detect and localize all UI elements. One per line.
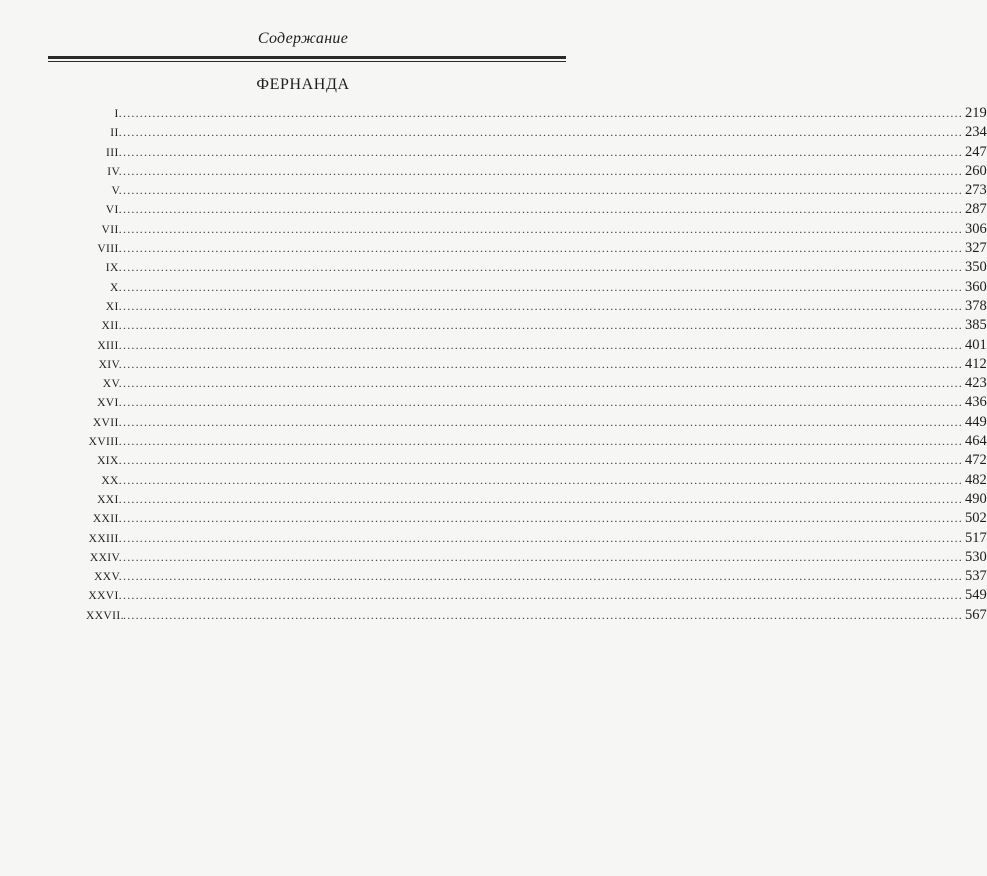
page-number: 412 — [965, 355, 987, 372]
chapter-numeral: XXIV. — [89, 551, 122, 564]
page-number: 517 — [965, 529, 987, 546]
toc-entry[interactable] — [86, 162, 987, 181]
page-number: 482 — [965, 471, 987, 488]
toc-entry[interactable] — [86, 451, 987, 470]
dot-leader: ........................................................................................................................................................................................................ — [123, 453, 963, 468]
chapter-numeral: XIV. — [98, 358, 122, 371]
dot-leader: ........................................................................................................................................................................................................ — [123, 376, 963, 391]
dot-leader: ........................................................................................................................................................................................................ — [123, 221, 963, 236]
toc-entry[interactable] — [86, 606, 987, 625]
toc-entry[interactable] — [86, 529, 987, 548]
section-title: ФЕРНАНДА — [256, 76, 350, 93]
dot-leader: ........................................................................................................................................................................................................ — [123, 569, 963, 584]
chapter-numeral: XVII. — [92, 416, 122, 429]
table-of-contents — [86, 104, 987, 625]
chapter-numeral: XXIII. — [88, 532, 122, 545]
chapter-numeral: XXVII. — [86, 609, 124, 622]
dot-leader: ........................................................................................................................................................................................................ — [123, 279, 963, 294]
running-header: Содержание — [257, 30, 349, 47]
page-number: 464 — [965, 433, 987, 450]
header-rule-thick — [48, 56, 566, 59]
chapter-numeral: XVIII. — [88, 436, 122, 449]
toc-entry[interactable] — [86, 471, 987, 490]
toc-entry[interactable] — [86, 181, 987, 200]
page-number: 260 — [965, 162, 987, 179]
dot-leader: ........................................................................................................................................................................................................ — [123, 472, 963, 487]
toc-entry[interactable] — [86, 393, 987, 412]
dot-leader: ........................................................................................................................................................................................................ — [123, 298, 963, 313]
page-number: 472 — [965, 452, 987, 469]
page-number: 287 — [965, 201, 987, 218]
toc-entry[interactable] — [86, 278, 987, 297]
dot-leader: ........................................................................................................................................................................................................ — [123, 125, 963, 140]
toc-entry[interactable] — [86, 374, 987, 393]
dot-leader: ........................................................................................................................................................................................................ — [123, 202, 963, 217]
dot-leader: ........................................................................................................................................................................................................ — [123, 530, 963, 545]
toc-entry[interactable] — [86, 355, 987, 374]
chapter-numeral: V. — [111, 185, 122, 198]
chapter-numeral: I. — [114, 108, 122, 120]
chapter-numeral: XX. — [101, 474, 122, 487]
dot-leader: ........................................................................................................................................................................................................ — [123, 241, 963, 256]
page-number: 423 — [965, 375, 987, 392]
chapter-numeral: XIX. — [97, 455, 122, 468]
toc-entry[interactable] — [86, 316, 987, 335]
page-number: 234 — [965, 124, 987, 141]
chapter-numeral: VI. — [105, 204, 122, 217]
toc-entry[interactable] — [86, 413, 987, 432]
toc-entry[interactable] — [86, 490, 987, 509]
chapter-numeral: XXV. — [94, 571, 122, 584]
page-number: 549 — [965, 587, 987, 604]
chapter-numeral: XI. — [105, 300, 122, 313]
toc-entry[interactable] — [86, 586, 987, 605]
page-number: 537 — [965, 568, 987, 585]
chapter-numeral: II. — [110, 127, 122, 140]
chapter-numeral: IV. — [107, 165, 122, 178]
page-number: 490 — [965, 490, 987, 507]
dot-leader: ........................................................................................................................................................................................................ — [123, 183, 963, 198]
chapter-numeral: VIII. — [97, 243, 122, 256]
dot-leader: ........................................................................................................................................................................................................ — [123, 395, 963, 410]
toc-entry[interactable] — [86, 104, 987, 123]
page-number: 502 — [965, 510, 987, 527]
header-rule-thin — [48, 61, 566, 62]
page-number: 273 — [965, 182, 987, 199]
toc-entry[interactable] — [86, 258, 987, 277]
dot-leader: ........................................................................................................................................................................................................ — [123, 337, 963, 352]
dot-leader: ........................................................................................................................................................................................................ — [123, 318, 963, 333]
page-number: 436 — [965, 394, 987, 411]
page-number: 360 — [965, 278, 987, 295]
page-number: 567 — [965, 606, 987, 623]
dot-leader: ........................................................................................................................................................................................................ — [123, 144, 963, 159]
toc-entry[interactable] — [86, 200, 987, 219]
dot-leader: ........................................................................................................................................................................................................ — [123, 491, 963, 506]
chapter-numeral: XXI. — [97, 493, 122, 506]
page-number: 385 — [965, 317, 987, 334]
toc-entry[interactable] — [86, 220, 987, 239]
dot-leader: ........................................................................................................................................................................................................ — [123, 511, 963, 526]
dot-leader: ........................................................................................................................................................................................................ — [123, 414, 963, 429]
page-number: 378 — [965, 297, 987, 314]
chapter-numeral: XIII. — [97, 339, 122, 352]
toc-entry[interactable] — [86, 297, 987, 316]
toc-entry[interactable] — [86, 239, 987, 258]
chapter-numeral: XII. — [101, 320, 122, 333]
page-number: 350 — [965, 259, 987, 276]
toc-entry[interactable] — [86, 432, 987, 451]
page-number: 327 — [965, 240, 987, 257]
toc-entry[interactable] — [86, 143, 987, 162]
toc-entry[interactable] — [86, 548, 987, 567]
page-number: 306 — [965, 220, 987, 237]
toc-entry[interactable] — [86, 123, 987, 142]
page-number: 401 — [965, 336, 987, 353]
dot-leader: ........................................................................................................................................................................................................ — [123, 607, 963, 622]
dot-leader: ........................................................................................................................................................................................................ — [123, 434, 963, 449]
page-number: 449 — [965, 413, 987, 430]
dot-leader: ........................................................................................................................................................................................................ — [123, 356, 963, 371]
chapter-numeral: XV. — [102, 378, 122, 391]
dot-leader: ........................................................................................................................................................................................................ — [123, 588, 963, 603]
chapter-numeral: XVI. — [97, 397, 122, 410]
page-number: 247 — [965, 143, 987, 160]
page-number: 219 — [965, 105, 987, 121]
toc-entry[interactable] — [86, 567, 987, 586]
chapter-numeral: X. — [110, 281, 122, 294]
page-number: 530 — [965, 548, 987, 565]
chapter-numeral: VII. — [101, 223, 122, 236]
toc-entry[interactable] — [86, 509, 987, 528]
dot-leader: ........................................................................................................................................................................................................ — [123, 163, 963, 178]
chapter-numeral: III. — [106, 146, 122, 159]
chapter-numeral: XXII. — [92, 513, 122, 526]
chapter-numeral: IX. — [105, 262, 122, 275]
chapter-numeral: XXVI. — [88, 590, 122, 603]
dot-leader: ........................................................................................................................................................................................................ — [123, 260, 963, 275]
dot-leader: ........................................................................................................................................................................................................ — [123, 549, 963, 564]
toc-entry[interactable] — [86, 336, 987, 355]
dot-leader: ........................................................................................................................................................................................................ — [123, 106, 963, 120]
